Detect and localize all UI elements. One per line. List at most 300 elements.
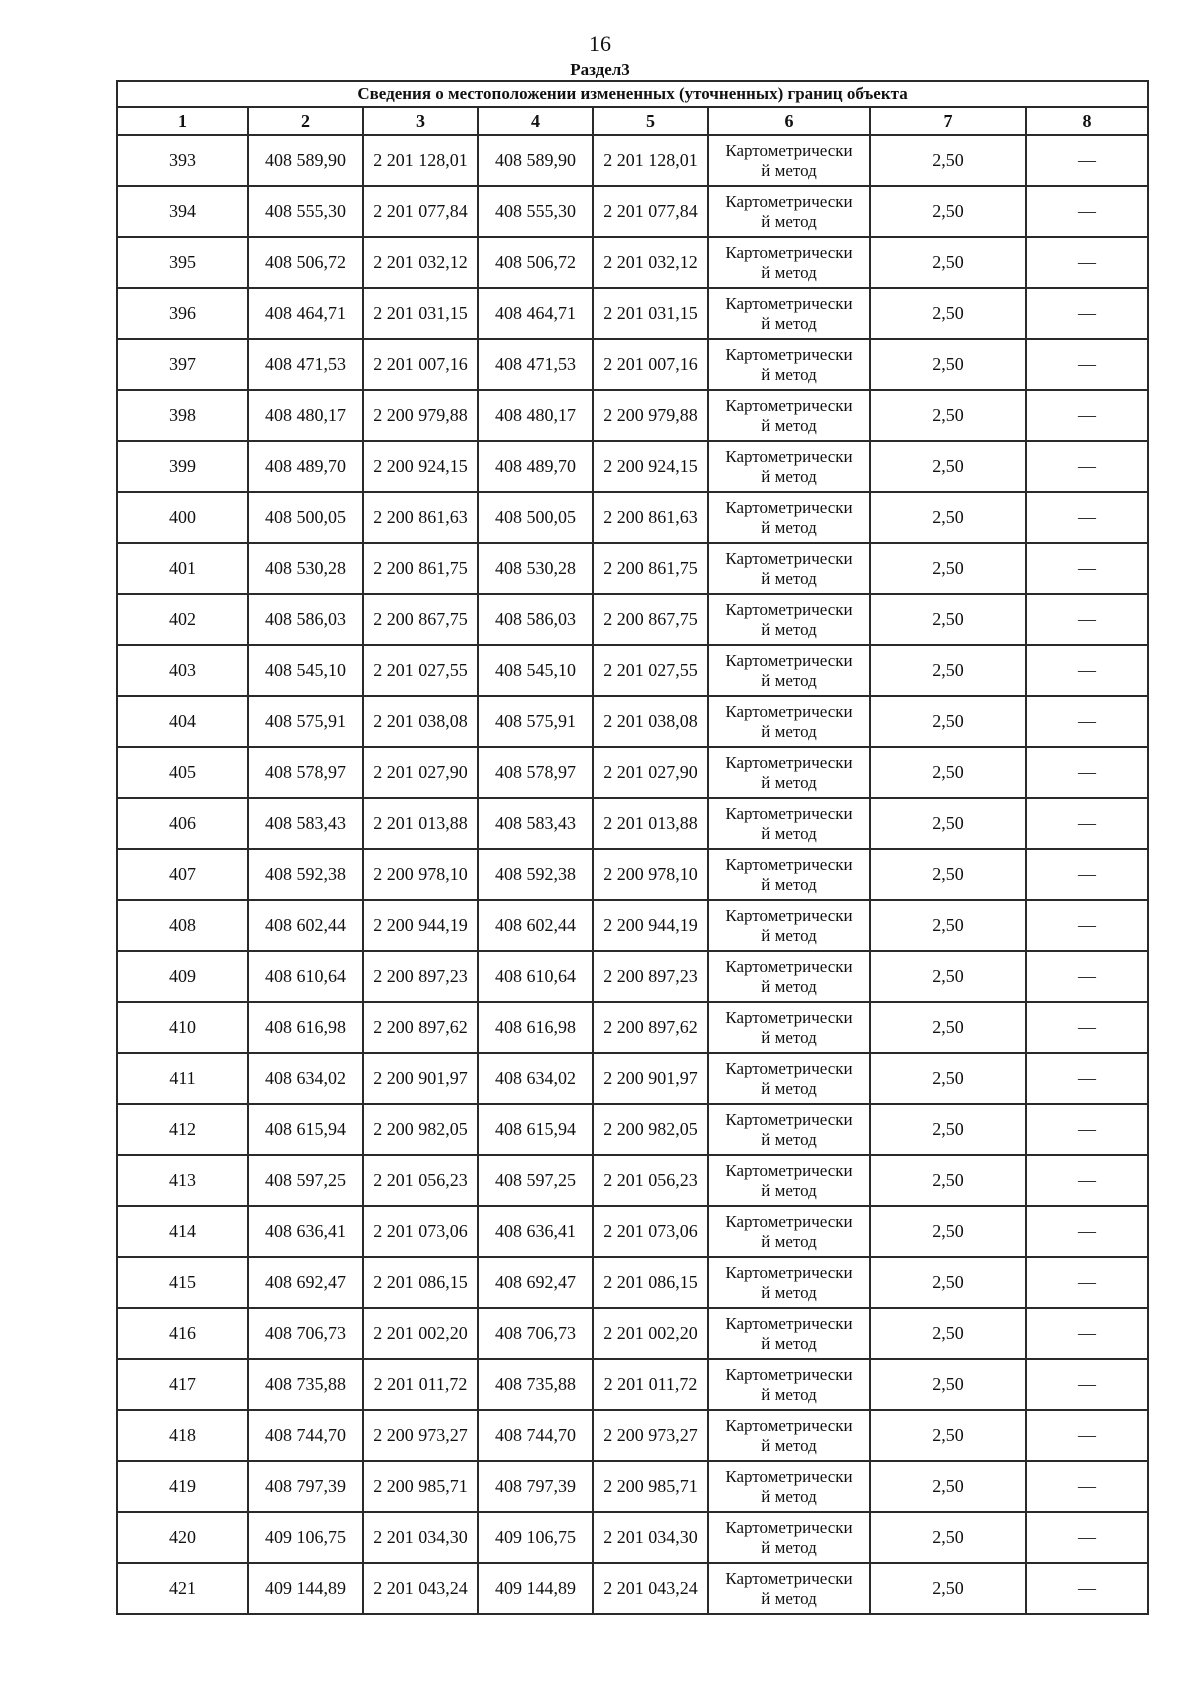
existing-x-cell: 408 589,90 bbox=[248, 135, 363, 186]
refined-x-cell: 408 797,39 bbox=[478, 1461, 593, 1512]
method-line: Картометрически bbox=[725, 1058, 853, 1078]
accuracy-cell: 2,50 bbox=[870, 1002, 1026, 1053]
existing-x-cell: 408 530,28 bbox=[248, 543, 363, 594]
column-number: 3 bbox=[363, 107, 478, 135]
accuracy-cell: 2,50 bbox=[870, 849, 1026, 900]
method-line: Картометрически bbox=[725, 497, 853, 517]
refined-x-cell: 408 555,30 bbox=[478, 186, 593, 237]
existing-x-cell: 408 583,43 bbox=[248, 798, 363, 849]
method-line: й метод bbox=[761, 1027, 817, 1047]
column-number: 2 bbox=[248, 107, 363, 135]
table-row bbox=[117, 237, 1148, 288]
accuracy-cell: 2,50 bbox=[870, 186, 1026, 237]
method-cell bbox=[708, 339, 870, 390]
refined-x-cell: 409 144,89 bbox=[478, 1563, 593, 1614]
method-line: й метод bbox=[761, 823, 817, 843]
existing-y-cell: 2 200 978,10 bbox=[363, 849, 478, 900]
note-cell: — bbox=[1026, 594, 1148, 645]
note-cell: — bbox=[1026, 1155, 1148, 1206]
existing-x-cell: 408 592,38 bbox=[248, 849, 363, 900]
existing-y-cell: 2 201 011,72 bbox=[363, 1359, 478, 1410]
method-line: й метод bbox=[761, 1486, 817, 1506]
point-number-cell: 399 bbox=[117, 441, 248, 492]
point-number-cell: 402 bbox=[117, 594, 248, 645]
method-cell bbox=[708, 1461, 870, 1512]
point-number-cell: 397 bbox=[117, 339, 248, 390]
table-row bbox=[117, 798, 1148, 849]
accuracy-cell: 2,50 bbox=[870, 594, 1026, 645]
method-cell bbox=[708, 1002, 870, 1053]
method-line: й метод bbox=[761, 1333, 817, 1353]
note-cell: — bbox=[1026, 288, 1148, 339]
refined-y-cell: 2 200 978,10 bbox=[593, 849, 708, 900]
refined-x-cell: 408 735,88 bbox=[478, 1359, 593, 1410]
accuracy-cell: 2,50 bbox=[870, 1359, 1026, 1410]
accuracy-cell: 2,50 bbox=[870, 645, 1026, 696]
method-line: Картометрически bbox=[725, 1364, 853, 1384]
refined-x-cell: 408 464,71 bbox=[478, 288, 593, 339]
refined-x-cell: 408 500,05 bbox=[478, 492, 593, 543]
existing-x-cell: 408 545,10 bbox=[248, 645, 363, 696]
refined-y-cell: 2 200 924,15 bbox=[593, 441, 708, 492]
method-cell bbox=[708, 1410, 870, 1461]
note-cell: — bbox=[1026, 900, 1148, 951]
method-line: Картометрически bbox=[725, 395, 853, 415]
existing-y-cell: 2 201 086,15 bbox=[363, 1257, 478, 1308]
note-cell: — bbox=[1026, 798, 1148, 849]
method-line: й метод bbox=[761, 1537, 817, 1557]
existing-y-cell: 2 201 077,84 bbox=[363, 186, 478, 237]
method-cell bbox=[708, 1563, 870, 1614]
table-row bbox=[117, 1461, 1148, 1512]
table-row bbox=[117, 1104, 1148, 1155]
note-cell: — bbox=[1026, 849, 1148, 900]
method-cell bbox=[708, 747, 870, 798]
method-line: й метод bbox=[761, 1180, 817, 1200]
existing-y-cell: 2 201 128,01 bbox=[363, 135, 478, 186]
existing-x-cell: 408 610,64 bbox=[248, 951, 363, 1002]
refined-x-cell: 408 489,70 bbox=[478, 441, 593, 492]
method-line: Картометрически bbox=[725, 1415, 853, 1435]
refined-x-cell: 408 545,10 bbox=[478, 645, 593, 696]
point-number-cell: 406 bbox=[117, 798, 248, 849]
method-cell bbox=[708, 186, 870, 237]
existing-y-cell: 2 201 013,88 bbox=[363, 798, 478, 849]
method-cell bbox=[708, 288, 870, 339]
table-row bbox=[117, 339, 1148, 390]
column-number: 7 bbox=[870, 107, 1026, 135]
point-number-cell: 419 bbox=[117, 1461, 248, 1512]
note-cell: — bbox=[1026, 1308, 1148, 1359]
refined-x-cell: 408 744,70 bbox=[478, 1410, 593, 1461]
refined-x-cell: 408 506,72 bbox=[478, 237, 593, 288]
method-cell bbox=[708, 798, 870, 849]
method-line: й метод bbox=[761, 721, 817, 741]
accuracy-cell: 2,50 bbox=[870, 135, 1026, 186]
point-number-cell: 411 bbox=[117, 1053, 248, 1104]
refined-y-cell: 2 200 861,75 bbox=[593, 543, 708, 594]
point-number-cell: 410 bbox=[117, 1002, 248, 1053]
point-number-cell: 395 bbox=[117, 237, 248, 288]
method-line: Картометрически bbox=[725, 1211, 853, 1231]
point-number-cell: 418 bbox=[117, 1410, 248, 1461]
refined-y-cell: 2 200 982,05 bbox=[593, 1104, 708, 1155]
point-number-cell: 421 bbox=[117, 1563, 248, 1614]
accuracy-cell: 2,50 bbox=[870, 1206, 1026, 1257]
refined-y-cell: 2 201 038,08 bbox=[593, 696, 708, 747]
existing-y-cell: 2 200 861,75 bbox=[363, 543, 478, 594]
method-line: й метод bbox=[761, 415, 817, 435]
refined-y-cell: 2 201 013,88 bbox=[593, 798, 708, 849]
method-cell bbox=[708, 1053, 870, 1104]
point-number-cell: 403 bbox=[117, 645, 248, 696]
method-line: й метод bbox=[761, 670, 817, 690]
method-cell bbox=[708, 1104, 870, 1155]
method-line: Картометрически bbox=[725, 1160, 853, 1180]
refined-y-cell: 2 201 034,30 bbox=[593, 1512, 708, 1563]
refined-x-cell: 408 610,64 bbox=[478, 951, 593, 1002]
accuracy-cell: 2,50 bbox=[870, 339, 1026, 390]
existing-x-cell: 408 480,17 bbox=[248, 390, 363, 441]
table-row bbox=[117, 492, 1148, 543]
note-cell: — bbox=[1026, 186, 1148, 237]
method-line: Картометрически bbox=[725, 344, 853, 364]
existing-y-cell: 2 201 027,55 bbox=[363, 645, 478, 696]
refined-y-cell: 2 201 128,01 bbox=[593, 135, 708, 186]
method-cell bbox=[708, 696, 870, 747]
method-line: й метод bbox=[761, 517, 817, 537]
note-cell: — bbox=[1026, 645, 1148, 696]
table-caption: Сведения о местоположении измененных (уточненных) границ объекта bbox=[117, 81, 1148, 107]
existing-x-cell: 408 586,03 bbox=[248, 594, 363, 645]
method-cell bbox=[708, 951, 870, 1002]
note-cell: — bbox=[1026, 1053, 1148, 1104]
table-row bbox=[117, 900, 1148, 951]
accuracy-cell: 2,50 bbox=[870, 900, 1026, 951]
column-number: 4 bbox=[478, 107, 593, 135]
method-cell bbox=[708, 1512, 870, 1563]
method-line: Картометрически bbox=[725, 446, 853, 466]
method-line: Картометрически bbox=[725, 701, 853, 721]
accuracy-cell: 2,50 bbox=[870, 1053, 1026, 1104]
method-cell bbox=[708, 900, 870, 951]
point-number-cell: 413 bbox=[117, 1155, 248, 1206]
note-cell: — bbox=[1026, 339, 1148, 390]
existing-y-cell: 2 201 034,30 bbox=[363, 1512, 478, 1563]
table-row bbox=[117, 1308, 1148, 1359]
table-row bbox=[117, 645, 1148, 696]
table-row bbox=[117, 186, 1148, 237]
note-cell: — bbox=[1026, 747, 1148, 798]
column-number-row bbox=[117, 107, 1148, 135]
table-row bbox=[117, 390, 1148, 441]
point-number-cell: 401 bbox=[117, 543, 248, 594]
method-line: й метод bbox=[761, 976, 817, 996]
table-row bbox=[117, 747, 1148, 798]
existing-x-cell: 408 797,39 bbox=[248, 1461, 363, 1512]
table-row bbox=[117, 1155, 1148, 1206]
note-cell: — bbox=[1026, 543, 1148, 594]
table-row bbox=[117, 696, 1148, 747]
method-line: й метод bbox=[761, 874, 817, 894]
refined-x-cell: 408 706,73 bbox=[478, 1308, 593, 1359]
note-cell: — bbox=[1026, 951, 1148, 1002]
table-row bbox=[117, 849, 1148, 900]
refined-y-cell: 2 201 011,72 bbox=[593, 1359, 708, 1410]
refined-y-cell: 2 200 861,63 bbox=[593, 492, 708, 543]
column-number: 6 bbox=[708, 107, 870, 135]
note-cell: — bbox=[1026, 1461, 1148, 1512]
table-row bbox=[117, 1563, 1148, 1614]
refined-x-cell: 408 615,94 bbox=[478, 1104, 593, 1155]
method-line: й метод bbox=[761, 925, 817, 945]
method-line: Картометрически bbox=[725, 1466, 853, 1486]
method-line: Картометрически bbox=[725, 140, 853, 160]
point-number-cell: 398 bbox=[117, 390, 248, 441]
method-line: Картометрически bbox=[725, 191, 853, 211]
method-line: й метод bbox=[761, 1078, 817, 1098]
point-number-cell: 393 bbox=[117, 135, 248, 186]
point-number-cell: 404 bbox=[117, 696, 248, 747]
existing-x-cell: 408 602,44 bbox=[248, 900, 363, 951]
accuracy-cell: 2,50 bbox=[870, 237, 1026, 288]
existing-x-cell: 408 735,88 bbox=[248, 1359, 363, 1410]
accuracy-cell: 2,50 bbox=[870, 390, 1026, 441]
accuracy-cell: 2,50 bbox=[870, 1104, 1026, 1155]
existing-x-cell: 408 575,91 bbox=[248, 696, 363, 747]
method-cell bbox=[708, 1206, 870, 1257]
refined-x-cell: 408 583,43 bbox=[478, 798, 593, 849]
method-line: й метод bbox=[761, 364, 817, 384]
method-line: Картометрически bbox=[725, 650, 853, 670]
point-number-cell: 420 bbox=[117, 1512, 248, 1563]
refined-x-cell: 408 602,44 bbox=[478, 900, 593, 951]
refined-y-cell: 2 201 086,15 bbox=[593, 1257, 708, 1308]
existing-y-cell: 2 200 944,19 bbox=[363, 900, 478, 951]
refined-x-cell: 409 106,75 bbox=[478, 1512, 593, 1563]
table-body bbox=[117, 135, 1148, 1614]
accuracy-cell: 2,50 bbox=[870, 1512, 1026, 1563]
note-cell: — bbox=[1026, 1563, 1148, 1614]
column-number: 1 bbox=[117, 107, 248, 135]
column-number: 5 bbox=[593, 107, 708, 135]
table-row bbox=[117, 1410, 1148, 1461]
existing-y-cell: 2 201 027,90 bbox=[363, 747, 478, 798]
table-row bbox=[117, 288, 1148, 339]
existing-x-cell: 408 471,53 bbox=[248, 339, 363, 390]
refined-x-cell: 408 471,53 bbox=[478, 339, 593, 390]
refined-y-cell: 2 201 027,90 bbox=[593, 747, 708, 798]
accuracy-cell: 2,50 bbox=[870, 1155, 1026, 1206]
existing-y-cell: 2 201 038,08 bbox=[363, 696, 478, 747]
method-line: Картометрически bbox=[725, 293, 853, 313]
existing-y-cell: 2 201 073,06 bbox=[363, 1206, 478, 1257]
method-cell bbox=[708, 1308, 870, 1359]
existing-y-cell: 2 201 032,12 bbox=[363, 237, 478, 288]
existing-y-cell: 2 201 031,15 bbox=[363, 288, 478, 339]
existing-x-cell: 408 578,97 bbox=[248, 747, 363, 798]
note-cell: — bbox=[1026, 1257, 1148, 1308]
method-line: й метод bbox=[761, 772, 817, 792]
refined-y-cell: 2 201 027,55 bbox=[593, 645, 708, 696]
existing-x-cell: 408 464,71 bbox=[248, 288, 363, 339]
point-number-cell: 400 bbox=[117, 492, 248, 543]
point-number-cell: 408 bbox=[117, 900, 248, 951]
point-number-cell: 412 bbox=[117, 1104, 248, 1155]
point-number-cell: 416 bbox=[117, 1308, 248, 1359]
method-line: й метод bbox=[761, 313, 817, 333]
method-line: й метод bbox=[761, 211, 817, 231]
accuracy-cell: 2,50 bbox=[870, 1308, 1026, 1359]
note-cell: — bbox=[1026, 492, 1148, 543]
method-cell bbox=[708, 594, 870, 645]
method-line: Картометрически bbox=[725, 1313, 853, 1333]
method-cell bbox=[708, 1155, 870, 1206]
method-line: Картометрически bbox=[725, 242, 853, 262]
existing-y-cell: 2 200 982,05 bbox=[363, 1104, 478, 1155]
table-row bbox=[117, 441, 1148, 492]
table-row bbox=[117, 1257, 1148, 1308]
existing-y-cell: 2 201 043,24 bbox=[363, 1563, 478, 1614]
point-number-cell: 409 bbox=[117, 951, 248, 1002]
existing-x-cell: 408 500,05 bbox=[248, 492, 363, 543]
method-line: й метод bbox=[761, 1231, 817, 1251]
method-cell bbox=[708, 135, 870, 186]
method-line: й метод bbox=[761, 1129, 817, 1149]
existing-y-cell: 2 201 007,16 bbox=[363, 339, 478, 390]
method-line: Картометрически bbox=[725, 956, 853, 976]
table-row bbox=[117, 1002, 1148, 1053]
existing-y-cell: 2 200 897,62 bbox=[363, 1002, 478, 1053]
refined-x-cell: 408 592,38 bbox=[478, 849, 593, 900]
existing-y-cell: 2 201 056,23 bbox=[363, 1155, 478, 1206]
existing-x-cell: 408 489,70 bbox=[248, 441, 363, 492]
table-row bbox=[117, 1359, 1148, 1410]
method-line: й метод bbox=[761, 619, 817, 639]
table-row bbox=[117, 1512, 1148, 1563]
table-row bbox=[117, 951, 1148, 1002]
existing-y-cell: 2 201 002,20 bbox=[363, 1308, 478, 1359]
accuracy-cell: 2,50 bbox=[870, 1563, 1026, 1614]
refined-y-cell: 2 201 031,15 bbox=[593, 288, 708, 339]
method-line: Картометрически bbox=[725, 1262, 853, 1282]
existing-x-cell: 408 597,25 bbox=[248, 1155, 363, 1206]
refined-x-cell: 408 616,98 bbox=[478, 1002, 593, 1053]
method-line: й метод bbox=[761, 1282, 817, 1302]
point-number-cell: 407 bbox=[117, 849, 248, 900]
method-line: Картометрически bbox=[725, 854, 853, 874]
refined-y-cell: 2 200 901,97 bbox=[593, 1053, 708, 1104]
refined-y-cell: 2 201 007,16 bbox=[593, 339, 708, 390]
refined-x-cell: 408 636,41 bbox=[478, 1206, 593, 1257]
point-number-cell: 415 bbox=[117, 1257, 248, 1308]
refined-y-cell: 2 201 043,24 bbox=[593, 1563, 708, 1614]
method-line: Картометрически bbox=[725, 1517, 853, 1537]
refined-x-cell: 408 586,03 bbox=[478, 594, 593, 645]
method-line: Картометрически bbox=[725, 752, 853, 772]
method-line: й метод bbox=[761, 1384, 817, 1404]
method-line: Картометрически bbox=[725, 599, 853, 619]
accuracy-cell: 2,50 bbox=[870, 1461, 1026, 1512]
refined-y-cell: 2 200 973,27 bbox=[593, 1410, 708, 1461]
refined-y-cell: 2 200 897,23 bbox=[593, 951, 708, 1002]
note-cell: — bbox=[1026, 1359, 1148, 1410]
existing-y-cell: 2 200 861,63 bbox=[363, 492, 478, 543]
accuracy-cell: 2,50 bbox=[870, 798, 1026, 849]
accuracy-cell: 2,50 bbox=[870, 441, 1026, 492]
refined-x-cell: 408 530,28 bbox=[478, 543, 593, 594]
accuracy-cell: 2,50 bbox=[870, 951, 1026, 1002]
refined-y-cell: 2 201 056,23 bbox=[593, 1155, 708, 1206]
point-number-cell: 414 bbox=[117, 1206, 248, 1257]
note-cell: — bbox=[1026, 1206, 1148, 1257]
note-cell: — bbox=[1026, 1002, 1148, 1053]
column-number: 8 bbox=[1026, 107, 1148, 135]
accuracy-cell: 2,50 bbox=[870, 492, 1026, 543]
note-cell: — bbox=[1026, 135, 1148, 186]
note-cell: — bbox=[1026, 441, 1148, 492]
method-cell bbox=[708, 543, 870, 594]
existing-y-cell: 2 200 985,71 bbox=[363, 1461, 478, 1512]
accuracy-cell: 2,50 bbox=[870, 1257, 1026, 1308]
method-line: Картометрически bbox=[725, 548, 853, 568]
table-row bbox=[117, 1206, 1148, 1257]
method-cell bbox=[708, 492, 870, 543]
refined-y-cell: 2 201 002,20 bbox=[593, 1308, 708, 1359]
point-number-cell: 405 bbox=[117, 747, 248, 798]
accuracy-cell: 2,50 bbox=[870, 288, 1026, 339]
refined-x-cell: 408 589,90 bbox=[478, 135, 593, 186]
existing-y-cell: 2 200 979,88 bbox=[363, 390, 478, 441]
existing-x-cell: 408 636,41 bbox=[248, 1206, 363, 1257]
existing-y-cell: 2 200 901,97 bbox=[363, 1053, 478, 1104]
method-cell bbox=[708, 237, 870, 288]
table-row bbox=[117, 135, 1148, 186]
point-number-cell: 396 bbox=[117, 288, 248, 339]
point-number-cell: 394 bbox=[117, 186, 248, 237]
refined-y-cell: 2 200 897,62 bbox=[593, 1002, 708, 1053]
method-line: й метод bbox=[761, 160, 817, 180]
note-cell: — bbox=[1026, 696, 1148, 747]
refined-y-cell: 2 201 077,84 bbox=[593, 186, 708, 237]
refined-y-cell: 2 201 073,06 bbox=[593, 1206, 708, 1257]
method-cell bbox=[708, 390, 870, 441]
method-line: й метод bbox=[761, 466, 817, 486]
table-row bbox=[117, 1053, 1148, 1104]
existing-y-cell: 2 200 924,15 bbox=[363, 441, 478, 492]
accuracy-cell: 2,50 bbox=[870, 696, 1026, 747]
note-cell: — bbox=[1026, 390, 1148, 441]
refined-y-cell: 2 200 944,19 bbox=[593, 900, 708, 951]
method-line: й метод bbox=[761, 262, 817, 282]
refined-x-cell: 408 692,47 bbox=[478, 1257, 593, 1308]
existing-x-cell: 408 616,98 bbox=[248, 1002, 363, 1053]
method-cell bbox=[708, 849, 870, 900]
existing-y-cell: 2 200 867,75 bbox=[363, 594, 478, 645]
method-line: й метод bbox=[761, 568, 817, 588]
table-row bbox=[117, 543, 1148, 594]
note-cell: — bbox=[1026, 1512, 1148, 1563]
refined-x-cell: 408 578,97 bbox=[478, 747, 593, 798]
refined-y-cell: 2 200 867,75 bbox=[593, 594, 708, 645]
existing-x-cell: 408 634,02 bbox=[248, 1053, 363, 1104]
existing-x-cell: 408 692,47 bbox=[248, 1257, 363, 1308]
note-cell: — bbox=[1026, 1410, 1148, 1461]
accuracy-cell: 2,50 bbox=[870, 747, 1026, 798]
method-line: Картометрически bbox=[725, 803, 853, 823]
existing-x-cell: 408 706,73 bbox=[248, 1308, 363, 1359]
existing-y-cell: 2 200 897,23 bbox=[363, 951, 478, 1002]
